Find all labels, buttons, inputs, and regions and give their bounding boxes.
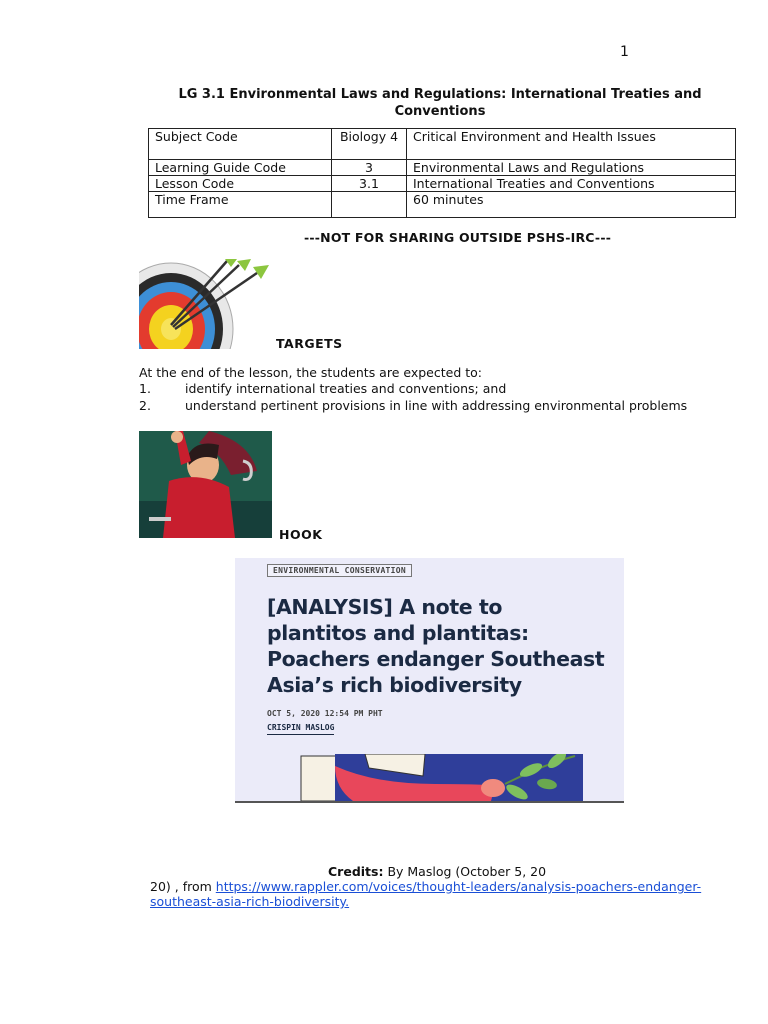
table-cell-code xyxy=(332,192,407,218)
table-cell-code: Biology 4 xyxy=(332,129,407,160)
hook-heading: HOOK xyxy=(279,527,323,542)
sharing-notice: ---NOT FOR SHARING OUTSIDE PSHS-IRC--- xyxy=(304,230,612,245)
article-category-tag: ENVIRONMENTAL CONSERVATION xyxy=(267,564,412,577)
table-row xyxy=(149,160,736,176)
table-row xyxy=(149,192,736,218)
objective-number: 1. xyxy=(139,381,151,396)
objective-number: 2. xyxy=(139,398,151,413)
learning-guide-title: LG 3.1 Environmental Laws and Regulations: International Treaties and Conventions xyxy=(178,87,702,119)
table-cell-code: 3 xyxy=(332,160,407,176)
credits-text: By Maslog (October 5, 20 xyxy=(383,864,547,879)
article-date: OCT 5, 2020 12:54 PM PHT xyxy=(267,709,383,718)
credits-label: Credits: xyxy=(328,864,384,879)
archery-target-icon xyxy=(139,259,271,349)
lesson-info-table xyxy=(148,128,736,218)
page-number: 1 xyxy=(620,44,629,60)
table-cell-label: Time Frame xyxy=(149,192,332,218)
table-row xyxy=(149,129,736,160)
table-cell-description: International Treaties and Conventions xyxy=(407,176,736,192)
table-cell-label: Subject Code xyxy=(149,129,332,160)
objective-text: understand pertinent provisions in line with addressing environmental problems xyxy=(185,398,688,413)
objective-text: identify international treaties and conventions; and xyxy=(185,381,507,396)
table-cell-description: 60 minutes xyxy=(407,192,736,218)
captain-hook-illustration xyxy=(139,431,272,538)
table-cell-label: Learning Guide Code xyxy=(149,160,332,176)
article-author: CRISPIN MASLOG xyxy=(267,723,334,735)
table-cell-description: Environmental Laws and Regulations xyxy=(407,160,736,176)
article-illustration xyxy=(295,754,595,801)
objective-item xyxy=(139,381,506,396)
table-cell-description: Critical Environment and Health Issues xyxy=(407,129,736,160)
article-screenshot xyxy=(235,558,624,803)
targets-intro: At the end of the lesson, the students are expected to: xyxy=(139,365,482,380)
credits-text-cont: 20) , from xyxy=(150,879,216,894)
source-link[interactable]: https://www.rappler.com/voices/thought-leaders/analysis-poachers-endanger-southeast-asia-rich-biodiversity. xyxy=(150,879,702,909)
table-cell-code: 3.1 xyxy=(332,176,407,192)
objective-item xyxy=(139,398,687,413)
credits-block xyxy=(150,864,740,909)
table-cell-label: Lesson Code xyxy=(149,176,332,192)
targets-heading: TARGETS xyxy=(276,336,343,351)
table-row xyxy=(149,176,736,192)
article-headline: [ANALYSIS] A note to plantitos and plantitas: Poachers endanger Southeast Asia’s rich biodiversity xyxy=(267,595,605,697)
